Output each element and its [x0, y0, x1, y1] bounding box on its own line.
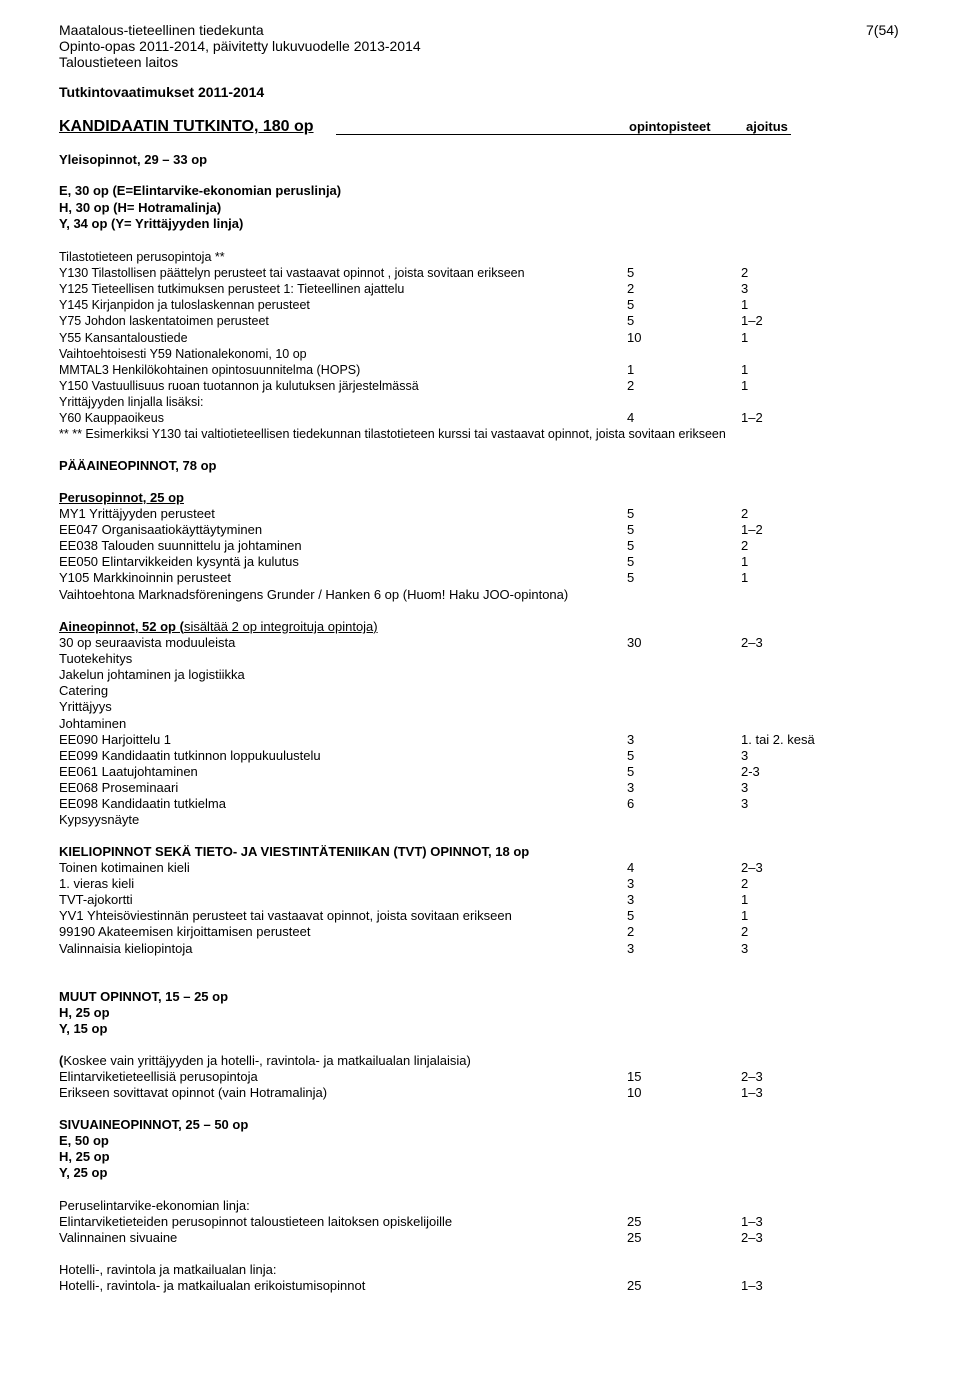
- course-timing: 3: [741, 780, 749, 795]
- language-studies-title: KIELIOPINNOT SEKÄ TIETO- JA VIESTINTÄTENIIKAN (TVT) OPINNOT, 18 op: [59, 844, 530, 859]
- course-name: TVT-ajokortti: [59, 892, 133, 907]
- course-credits: 5: [627, 764, 635, 779]
- course-credits: 2: [627, 378, 635, 393]
- requirements-title: Tutkintovaatimukset 2011-2014: [59, 84, 265, 100]
- course-timing: 3: [741, 281, 749, 296]
- course-credits: 5: [627, 570, 635, 585]
- course-name: 1. vieras kieli: [59, 876, 135, 891]
- course-timing: 1: [741, 570, 749, 585]
- course-name: Johtaminen: [59, 716, 127, 731]
- course-name: EE038 Talouden suunnittelu ja johtaminen: [59, 538, 302, 553]
- timing-column-header: ajoitus: [746, 119, 788, 134]
- course-timing: 1–3: [741, 1214, 763, 1229]
- course-name: Valinnainen sivuaine: [59, 1230, 178, 1245]
- course-name: Kypsyysnäyte: [59, 812, 140, 827]
- course-credits: 5: [627, 522, 635, 537]
- course-name: MMTAL3 Henkilökohtainen opintosuunnitelma (HOPS): [59, 363, 361, 377]
- course-timing: 1–2: [741, 313, 763, 328]
- course-name: Jakelun johtaminen ja logistiikka: [59, 667, 245, 682]
- minor-line-e: E, 50 op: [59, 1133, 109, 1148]
- course-name: Vaihtoehtoisesti Y59 Nationalekonomi, 10 op: [59, 347, 307, 361]
- course-name: YV1 Yhteisöviestinnän perusteet tai vastaavat opinnot, joista sovitaan erikseen: [59, 908, 512, 923]
- course-name: 99190 Akateemisen kirjoittamisen perusteet: [59, 924, 311, 939]
- course-timing: 2: [741, 265, 749, 280]
- course-credits: 5: [627, 554, 635, 569]
- department-name: Taloustieteen laitos: [59, 54, 179, 70]
- course-credits: 25: [627, 1230, 642, 1245]
- course-timing: 3: [741, 748, 749, 763]
- other-note-text: Koskee vain yrittäjyyden ja hotelli-, ravintola- ja matkailualan linjalaisia): [63, 1053, 471, 1068]
- course-name: EE090 Harjoittelu 1: [59, 732, 172, 747]
- course-credits: 15: [627, 1069, 642, 1084]
- course-timing: 2: [741, 506, 749, 521]
- course-name: Y130 Tilastollisen päättelyn perusteet tai vastaavat opinnot , joista sovitaan erikseen: [59, 266, 525, 280]
- course-credits: 3: [627, 876, 635, 891]
- subject-title-rest: sisältää 2 op integroituja opintoja): [183, 619, 378, 634]
- course-timing: 2–3: [741, 860, 763, 875]
- course-name: Yrittäjyys: [59, 699, 112, 714]
- course-credits: 4: [627, 860, 635, 875]
- course-timing: 2: [741, 876, 749, 891]
- course-name: EE061 Laatujohtaminen: [59, 764, 198, 779]
- major-title: PÄÄAINEOPINNOT, 78 op: [59, 458, 217, 473]
- course-timing: 1. tai 2. kesä: [741, 732, 815, 747]
- course-name: EE047 Organisaatiokäyttäytyminen: [59, 522, 263, 537]
- course-name: EE099 Kandidaatin tutkinnon loppukuulustelu: [59, 748, 321, 763]
- course-credits: 3: [627, 732, 635, 747]
- course-name: Y55 Kansantaloustiede: [59, 331, 188, 345]
- course-timing: 1–3: [741, 1278, 763, 1293]
- course-name: Yrittäjyyden linjalla lisäksi:: [59, 395, 204, 409]
- other-note: [59, 1053, 471, 1069]
- course-name: Y75 Johdon laskentatoimen perusteet: [59, 314, 269, 328]
- course-name: Y60 Kauppaoikeus: [59, 411, 164, 425]
- course-credits: 5: [627, 297, 635, 312]
- course-timing: 1–2: [741, 522, 763, 537]
- course-name: EE050 Elintarvikkeiden kysyntä ja kulutus: [59, 554, 299, 569]
- course-credits: 10: [627, 1085, 642, 1100]
- course-name: Catering: [59, 683, 109, 698]
- course-timing: 3: [741, 941, 749, 956]
- course-name: ** ** Esimerkiksi Y130 tai valtiotieteellisen tiedekunnan tilastotieteen kurssi tai vastaavat opinnot, joista sovitaan erikseen: [59, 427, 726, 441]
- faculty-name: Maatalous-tieteellinen tiedekunta: [59, 22, 264, 38]
- course-credits: 3: [627, 941, 635, 956]
- course-name: Vaihtoehtona Marknadsföreningens Grunder / Hanken 6 op (Huom! Haku JOO-opintona): [59, 587, 569, 602]
- degree-title: KANDIDAATIN TUTKINTO, 180 op: [59, 118, 314, 135]
- other-note-paren: (: [59, 1053, 64, 1068]
- degree-title-rule: [336, 134, 791, 135]
- guide-title: Opinto-opas 2011-2014, päivitetty lukuvuodelle 2013-2014: [59, 38, 421, 54]
- course-credits: 10: [627, 330, 642, 345]
- course-credits: 4: [627, 410, 635, 425]
- course-timing: 2–3: [741, 1069, 763, 1084]
- course-timing: 1: [741, 378, 749, 393]
- credits-column-header: opintopisteet: [629, 119, 711, 134]
- course-credits: 5: [627, 265, 635, 280]
- course-timing: 3: [741, 796, 749, 811]
- course-credits: 3: [627, 892, 635, 907]
- subject-title-bold: Aineopinnot, 52 op (: [59, 619, 184, 634]
- course-credits: 5: [627, 506, 635, 521]
- page-number: 7(54): [866, 22, 899, 38]
- course-timing: 2: [741, 538, 749, 553]
- course-timing: 1: [741, 297, 749, 312]
- course-credits: 2: [627, 281, 635, 296]
- basic-studies-title: Perusopinnot, 25 op: [59, 490, 184, 505]
- course-name: Tuotekehitys: [59, 651, 133, 666]
- other-line-h: H, 25 op: [59, 1005, 110, 1020]
- course-timing: 1: [741, 554, 749, 569]
- course-timing: 2-3: [741, 764, 760, 779]
- course-credits: 5: [627, 313, 635, 328]
- course-name: MY1 Yrittäjyyden perusteet: [59, 506, 215, 521]
- course-name: EE098 Kandidaatin tutkielma: [59, 796, 226, 811]
- course-name: Y105 Markkinoinnin perusteet: [59, 570, 231, 585]
- course-credits: 6: [627, 796, 635, 811]
- course-credits: 5: [627, 748, 635, 763]
- course-credits: 30: [627, 635, 642, 650]
- course-name: Y150 Vastuullisuus ruoan tuotannon ja kulutuksen järjestelmässä: [59, 379, 419, 393]
- course-name: Toinen kotimainen kieli: [59, 860, 190, 875]
- course-credits: 5: [627, 538, 635, 553]
- course-credits: 3: [627, 780, 635, 795]
- general-line-y: Y, 34 op (Y= Yrittäjyyden linja): [59, 216, 244, 231]
- course-timing: 1: [741, 908, 749, 923]
- course-name: Erikseen sovittavat opinnot (vain Hotramalinja): [59, 1085, 328, 1100]
- course-timing: 1: [741, 362, 749, 377]
- general-line-e: E, 30 op (E=Elintarvike-ekonomian peruslinja): [59, 183, 342, 198]
- minor-h-line-title: Hotelli-, ravintola ja matkailualan linja:: [59, 1262, 277, 1277]
- subject-studies-title: [59, 619, 378, 635]
- course-timing: 2–3: [741, 1230, 763, 1245]
- course-timing: 2–3: [741, 635, 763, 650]
- course-timing: 1: [741, 330, 749, 345]
- course-name: EE068 Proseminaari: [59, 780, 179, 795]
- course-credits: 2: [627, 924, 635, 939]
- course-credits: 25: [627, 1214, 642, 1229]
- course-name: Y125 Tieteellisen tutkimuksen perusteet 1: Tieteellinen ajattelu: [59, 282, 405, 296]
- course-timing: 1–2: [741, 410, 763, 425]
- minor-e-line-title: Peruselintarvike-ekonomian linja:: [59, 1198, 250, 1213]
- course-timing: 1: [741, 892, 749, 907]
- course-timing: 1–3: [741, 1085, 763, 1100]
- minor-line-y: Y, 25 op: [59, 1165, 108, 1180]
- minor-studies-title: SIVUAINEOPINNOT, 25 – 50 op: [59, 1117, 249, 1132]
- course-name: 30 op seuraavista moduuleista: [59, 635, 236, 650]
- course-name: Valinnaisia kieliopintoja: [59, 941, 193, 956]
- course-name: Elintarviketieteellisiä perusopintoja: [59, 1069, 258, 1084]
- course-name: Elintarviketieteiden perusopinnot taloustieteen laitoksen opiskelijoille: [59, 1214, 453, 1229]
- course-timing: 2: [741, 924, 749, 939]
- general-studies-title: Yleisopinnot, 29 – 33 op: [59, 152, 208, 167]
- course-name: Tilastotieteen perusopintoja **: [59, 250, 225, 264]
- general-line-h: H, 30 op (H= Hotramalinja): [59, 200, 222, 215]
- other-studies-title: MUUT OPINNOT, 15 – 25 op: [59, 989, 229, 1004]
- course-credits: 25: [627, 1278, 642, 1293]
- course-credits: 5: [627, 908, 635, 923]
- course-name: Y145 Kirjanpidon ja tuloslaskennan perusteet: [59, 298, 310, 312]
- other-line-y: Y, 15 op: [59, 1021, 108, 1036]
- minor-line-h: H, 25 op: [59, 1149, 110, 1164]
- course-name: Hotelli-, ravintola- ja matkailualan erikoistumisopinnot: [59, 1278, 366, 1293]
- course-credits: 1: [627, 362, 635, 377]
